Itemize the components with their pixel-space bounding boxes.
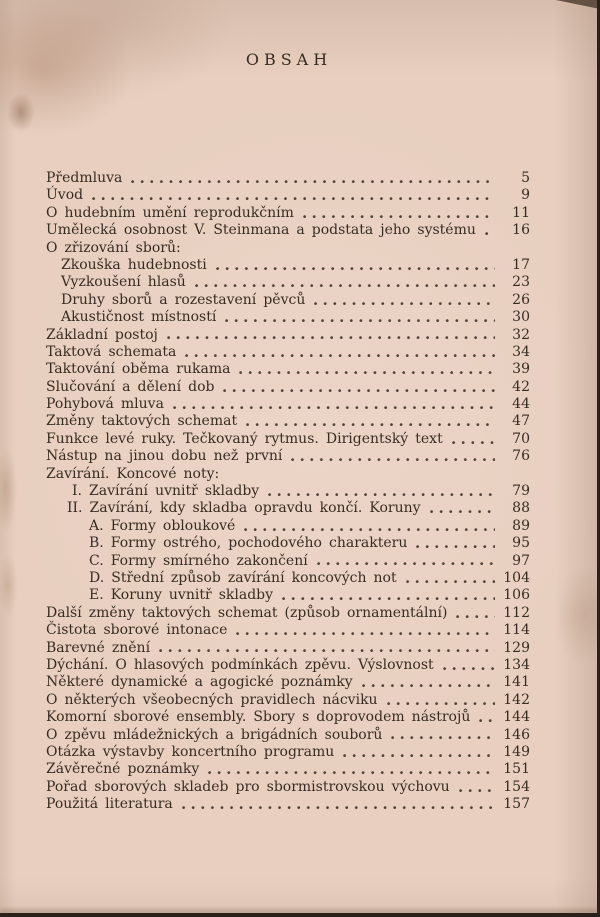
dot-leader: [225, 319, 495, 323]
toc-entry-label: Změny taktových schemat: [46, 413, 238, 430]
toc-entry-label: Zkouška hudebnosti: [61, 256, 207, 273]
toc-row: [46, 779, 530, 796]
toc-row: [46, 535, 530, 552]
toc-row: [46, 170, 530, 187]
dot-leader: [239, 371, 495, 375]
page-number: 5: [521, 170, 530, 186]
page-number: 26: [512, 291, 530, 308]
dot-leader: [223, 389, 495, 393]
toc-row: [46, 187, 530, 204]
toc-row: [46, 431, 530, 448]
toc-entry-label: C. Formy smírného zakončení: [89, 552, 308, 569]
toc-row: [46, 257, 530, 274]
toc-entry-label: A. Formy obloukové: [89, 517, 236, 534]
toc-entry-label: D. Střední způsob zavírání koncových not: [89, 569, 397, 586]
toc-row: [46, 622, 530, 639]
page-number: 23: [512, 274, 530, 291]
toc-entry-label: Pohybová mluva: [46, 396, 164, 413]
toc-row: [46, 396, 530, 413]
page-number: 39: [512, 361, 530, 378]
toc-entry-label: B. Formy ostrého, pochodového charakteru: [89, 535, 408, 552]
toc-row: [46, 605, 530, 622]
toc-entry-label: Základní postoj: [46, 326, 158, 343]
toc-row: [46, 570, 530, 587]
toc-row: [46, 327, 530, 344]
page-number: 157: [503, 796, 530, 813]
dot-leader: [167, 336, 495, 340]
page-number: 104: [503, 569, 530, 586]
toc-row: [46, 309, 530, 326]
dot-leader: [244, 528, 495, 532]
dot-leader: [391, 736, 495, 740]
toc-row: [46, 379, 530, 396]
toc-entry-label: O některých všeobecných pravidlech nácviku: [46, 691, 378, 708]
page-number: 70: [512, 430, 530, 447]
dot-leader: [452, 441, 495, 445]
toc-entry-label: Barevné znění: [46, 639, 151, 656]
dot-leader: [443, 667, 495, 671]
toc-entry-label: Taktová schemata: [46, 343, 177, 360]
page-number: 112: [503, 604, 530, 621]
dot-leader: [303, 215, 495, 219]
toc-entry-label: O zřizování sborů:: [46, 239, 181, 256]
page-number: 42: [512, 378, 530, 395]
dot-leader: [362, 684, 495, 688]
toc-row: [46, 692, 530, 709]
page-number: 88: [512, 500, 530, 517]
page-number: 76: [512, 448, 530, 465]
dot-leader: [216, 267, 495, 271]
toc-row: [46, 761, 530, 778]
page-number: 149: [503, 743, 530, 760]
dot-leader: [430, 510, 495, 514]
dot-leader: [236, 632, 495, 636]
toc-row: [46, 709, 530, 726]
toc-entry-label: Zavírání. Koncové noty:: [46, 465, 220, 482]
dot-leader: [173, 406, 495, 410]
page-number: 32: [512, 326, 530, 343]
toc-row: [46, 344, 530, 361]
toc-entry-label: E. Koruny uvnitř skladby: [89, 587, 274, 604]
toc-entry-label: Další změny taktových schemat (způsob ornamentální): [46, 604, 448, 621]
dot-leader: [246, 423, 495, 427]
page-number: 144: [503, 709, 530, 726]
page-title: OBSAH: [245, 50, 333, 69]
dot-leader: [195, 284, 495, 288]
toc-row: [46, 727, 530, 744]
page-number: 47: [512, 413, 530, 430]
toc-entry-label: Umělecká osobnost V. Steinmana a podstata jeho systému: [46, 222, 476, 239]
page-number: 146: [503, 726, 530, 743]
toc-row: [46, 205, 530, 222]
dot-leader: [291, 458, 495, 462]
toc-entry-label: Úvod: [46, 187, 84, 204]
dot-leader: [343, 754, 495, 758]
toc-row: [46, 518, 530, 535]
toc-row: [46, 292, 530, 309]
page-number: 114: [503, 622, 530, 639]
toc-row: [46, 553, 530, 570]
page-number: 97: [512, 552, 530, 569]
dot-leader: [185, 354, 495, 358]
toc-entry-label: Nástup na jinou dobu než první: [46, 448, 283, 465]
dot-leader: [159, 649, 495, 653]
page-corner-shadow: [552, 0, 600, 9]
dot-leader: [406, 580, 495, 584]
page-number: 9: [521, 187, 530, 204]
page-number: 134: [503, 656, 530, 673]
toc-entry-label: Taktování oběma rukama: [46, 361, 231, 378]
toc-entry-label: Druhy sborů a rozestavení pěvců: [61, 291, 306, 308]
page-number: 79: [512, 483, 530, 500]
toc-entry-label: Dýchání. O hlasových podmínkách zpěvu. Výslovnost: [46, 656, 434, 673]
toc-entry-label: Předmluva: [46, 170, 123, 186]
dot-leader: [92, 197, 495, 201]
dot-leader: [131, 180, 495, 184]
toc-row: [46, 500, 530, 517]
toc-row: [46, 640, 530, 657]
toc-row: [46, 744, 530, 761]
dot-leader: [282, 597, 495, 601]
page-edge-bottom: [0, 913, 600, 917]
toc-row: [46, 483, 530, 500]
toc-row: [46, 413, 530, 430]
toc-row: [46, 657, 530, 674]
dot-leader: [387, 702, 495, 706]
page-number: 141: [503, 674, 530, 691]
toc-entry-label: Slučování a dělení dob: [46, 378, 215, 395]
toc-entry-label: Otázka výstavby koncertního programu: [46, 743, 335, 760]
page-number: 106: [503, 587, 530, 604]
dot-leader: [314, 302, 495, 306]
page-number: 129: [503, 639, 530, 656]
page-number: 44: [512, 396, 530, 413]
toc-entry-label: II. Zavírání, kdy skladba opravdu končí. Koruny: [67, 500, 421, 517]
toc-row: [46, 796, 530, 813]
toc-row: [46, 274, 530, 291]
dot-leader: [479, 719, 495, 723]
toc-list: [46, 170, 530, 813]
page-number: 11: [512, 204, 530, 221]
page-number: 142: [503, 691, 530, 708]
dot-leader: [416, 545, 495, 549]
page-number: 30: [512, 309, 530, 326]
toc-entry-label: Funkce levé ruky. Tečkovaný rytmus. Dirigentský text: [46, 430, 443, 447]
toc-row: [46, 674, 530, 691]
toc-row: [46, 448, 530, 465]
dot-leader: [208, 771, 495, 775]
toc-row: [46, 361, 530, 378]
page-number: 17: [512, 256, 530, 273]
toc-entry-label: Akustičnost místností: [61, 309, 217, 326]
toc-row: [46, 466, 530, 483]
toc-row: [46, 587, 530, 604]
toc-entry-label: Čistota sborové intonace: [46, 622, 228, 639]
toc-entry-label: I. Zavírání uvnitř skladby: [72, 483, 260, 500]
dot-leader: [317, 562, 495, 566]
page-number: 89: [512, 517, 530, 534]
toc-entry-label: Použitá literatura: [46, 796, 173, 813]
toc-entry-label: Závěrečné poznámky: [46, 761, 200, 778]
toc-row: [46, 222, 530, 239]
toc-entry-label: O zpěvu mládežnických a brigádních souborů: [46, 726, 383, 743]
dot-leader: [459, 789, 495, 793]
dot-leader: [268, 493, 495, 497]
toc-entry-label: Některé dynamické a agogické poznámky: [46, 674, 353, 691]
dot-leader: [485, 232, 495, 236]
page-number: 154: [503, 778, 530, 795]
dot-leader: [456, 615, 495, 619]
dot-leader: [182, 806, 495, 810]
toc-row: [46, 240, 530, 257]
page-number: 95: [512, 535, 530, 552]
toc-entry-label: O hudebním umění reprodukčním: [46, 204, 294, 221]
toc-entry-label: Pořad sborových skladeb pro sbormistrovskou výchovu: [46, 778, 450, 795]
toc-entry-label: Komorní sborové ensembly. Sbory s doprovodem nástrojů: [46, 709, 471, 726]
page-number: 151: [503, 761, 530, 778]
page-number: 16: [512, 222, 530, 239]
toc-entry-label: Vyzkoušení hlasů: [61, 274, 186, 291]
page-number: 34: [512, 343, 530, 360]
